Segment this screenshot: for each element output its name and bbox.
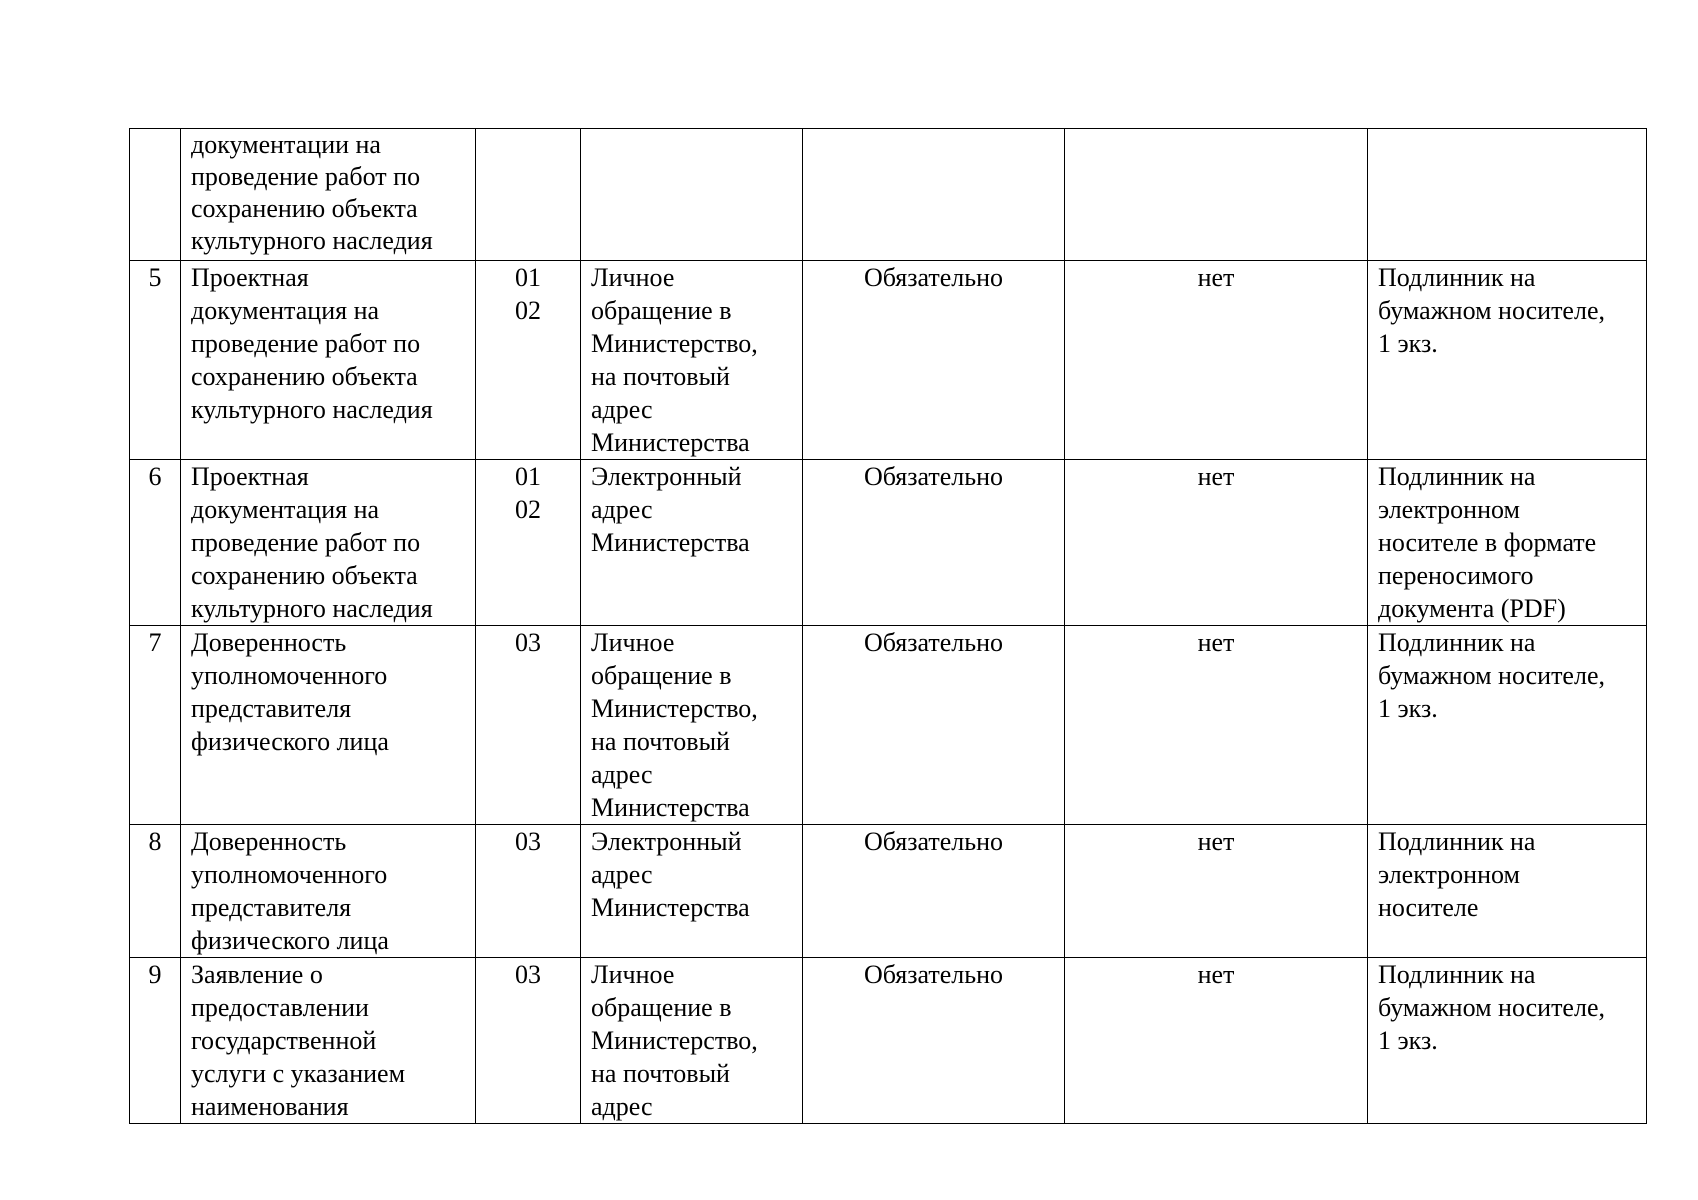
table-row xyxy=(130,825,1647,958)
document-form xyxy=(1368,129,1647,261)
document-name: Доверенность уполномоченного представителя физического лица xyxy=(181,626,476,825)
requirement: Обязательно xyxy=(803,460,1065,626)
submission-method: Личное обращение в Министерство, на почтовый адрес Министерства xyxy=(581,626,803,825)
extra-flag xyxy=(1065,129,1368,261)
requirement: Обязательно xyxy=(803,825,1065,958)
document-name: Проектная документация на проведение работ по сохранению объекта культурного наследия xyxy=(181,261,476,460)
row-number: 9 xyxy=(130,958,181,1124)
table-row xyxy=(130,460,1647,626)
row-number: 6 xyxy=(130,460,181,626)
extra-flag: нет xyxy=(1065,261,1368,460)
submission-method: Электронный адрес Министерства xyxy=(581,460,803,626)
applicant-codes: 01 02 xyxy=(476,261,581,460)
submission-method xyxy=(581,129,803,261)
applicant-codes: 03 xyxy=(476,626,581,825)
document-name: документации на проведение работ по сохранению объекта культурного наследия xyxy=(181,129,476,261)
extra-flag: нет xyxy=(1065,825,1368,958)
document-form: Подлинник на электронном носителе в формате переносимого документа (PDF) xyxy=(1368,460,1647,626)
row-number: 5 xyxy=(130,261,181,460)
submission-method: Личное обращение в Министерство, на почтовый адрес Министерства xyxy=(581,261,803,460)
document-form: Подлинник на бумажном носителе, 1 экз. xyxy=(1368,626,1647,825)
requirement: Обязательно xyxy=(803,958,1065,1124)
requirement xyxy=(803,129,1065,261)
applicant-codes xyxy=(476,129,581,261)
applicant-codes: 01 02 xyxy=(476,460,581,626)
document-name: Заявление о предоставлении государственной услуги с указанием наименования xyxy=(181,958,476,1124)
documents-table xyxy=(129,128,1647,1124)
requirement: Обязательно xyxy=(803,261,1065,460)
requirement: Обязательно xyxy=(803,626,1065,825)
row-number: 7 xyxy=(130,626,181,825)
applicant-codes: 03 xyxy=(476,958,581,1124)
row-number xyxy=(130,129,181,261)
table-row xyxy=(130,261,1647,460)
document-form: Подлинник на бумажном носителе, 1 экз. xyxy=(1368,261,1647,460)
extra-flag: нет xyxy=(1065,958,1368,1124)
document-name: Проектная документация на проведение работ по сохранению объекта культурного наследия xyxy=(181,460,476,626)
document-form: Подлинник на бумажном носителе, 1 экз. xyxy=(1368,958,1647,1124)
document-name: Доверенность уполномоченного представителя физического лица xyxy=(181,825,476,958)
row-number: 8 xyxy=(130,825,181,958)
extra-flag: нет xyxy=(1065,626,1368,825)
table-row xyxy=(130,958,1647,1124)
submission-method: Электронный адрес Министерства xyxy=(581,825,803,958)
submission-method: Личное обращение в Министерство, на почтовый адрес xyxy=(581,958,803,1124)
extra-flag: нет xyxy=(1065,460,1368,626)
table-row xyxy=(130,129,1647,261)
applicant-codes: 03 xyxy=(476,825,581,958)
table-row xyxy=(130,626,1647,825)
document-form: Подлинник на электронном носителе xyxy=(1368,825,1647,958)
